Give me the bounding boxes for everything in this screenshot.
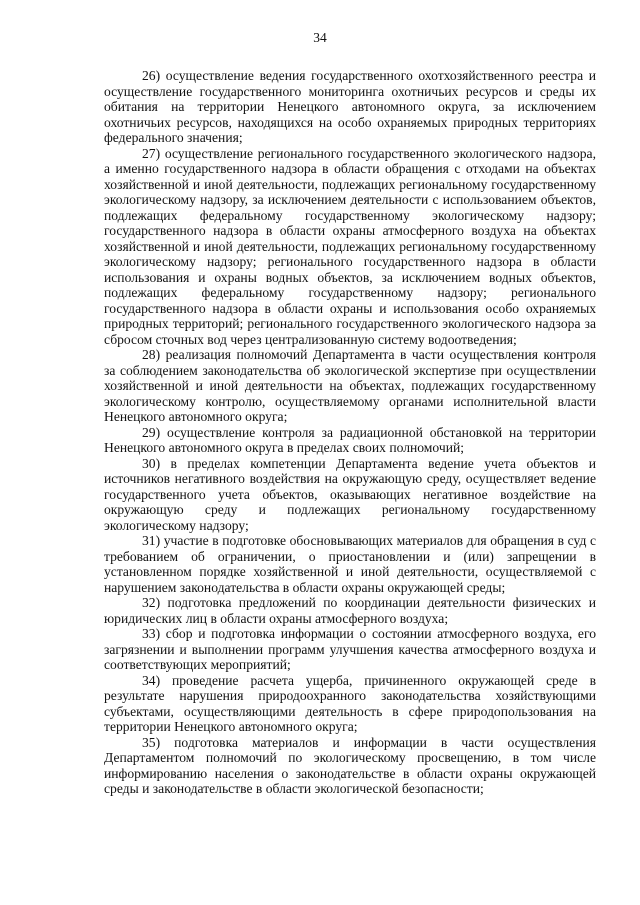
list-item-30: 30) в пределах компетенции Департамента ведение учета объектов и источников негативного воздействия на окружающую среду, осуществляет ведение государственного учета объектов, оказывающих негативное воздействие на окружающую среду и подлежащих региональному государственному экологическому надзору; xyxy=(104,455,596,533)
list-item-32: 32) подготовка предложений по координации деятельности физических и юридических лиц в области охраны атмосферного воздуха; xyxy=(104,595,596,626)
list-item-29: 29) осуществление контроля за радиационной обстановкой на территории Ненецкого автономного округа в пределах своих полномочий; xyxy=(104,424,596,455)
list-item-33: 33) сбор и подготовка информации о состоянии атмосферного воздуха, его загрязнении и выполнении программ улучшения качества атмосферного воздуха и соответствующих мероприятий; xyxy=(104,626,596,672)
list-item-31: 31) участие в подготовке обосновывающих материалов для обращения в суд с требованием об ограничении, о приостановлении и (или) запрещении в установленном порядке хозяйственной и иной деятельности, осуществляемой с нарушением законодательства в области охраны окружающей среды; xyxy=(104,533,596,595)
list-item-27: 27) осуществление регионального государственного экологического надзора, а именно государственного надзора в области обращения с отходами на объектах хозяйственной и иной деятельности, подлежащих региональному государственному экологическому надзору, за исключением деятельности с использованием объектов, подлежащих федеральному государственному экологическому надзору; государственного надзора в области охраны атмосферного воздуха на объектах хозяйственной и иной деятельности, подлежащих региональному государственному экологическому надзору; регионального государственного надзора в области использования и охраны водных объектов, за исключением водных объектов, подлежащих федеральному государственному надзору; регионального государственного надзора в области охраны и использования особо охраняемых природных территорий; регионального государственного экологического надзора за сбросом сточных вод через централизованную систему водоотведения; xyxy=(104,145,596,347)
list-item-26: 26) осуществление ведения государственного охотхозяйственного реестра и осуществление государственного мониторинга охотничьих ресурсов и среды их обитания на территории Ненецкого автономного округа, за исключением охотничьих ресурсов, находящихся на особо охраняемых природных территориях федерального значения; xyxy=(104,68,596,145)
list-item-34: 34) проведение расчета ущерба, причиненного окружающей среде в результате нарушения природоохранного законодательства хозяйствующими субъектами, осуществляющими деятельность в сфере природопользования на территории Ненецкого автономного округа; xyxy=(104,672,596,734)
page-number: 34 xyxy=(313,30,327,45)
document-body xyxy=(104,68,596,797)
list-item-28: 28) реализация полномочий Департамента в части осуществления контроля за соблюдением законодательства об экологической экспертизе при осуществлении хозяйственной и иной деятельности на объектах, подлежащих государственному экологическому контролю, осуществляемому органами исполнительной власти Ненецкого автономного округа; xyxy=(104,347,596,424)
list-item-35: 35) подготовка материалов и информации в части осуществления Департаментом полномочий по экологическому просвещению, в том числе информированию населения о законодательстве в области охраны окружающей среды и законодательстве в области экологической безопасности; xyxy=(104,734,596,796)
